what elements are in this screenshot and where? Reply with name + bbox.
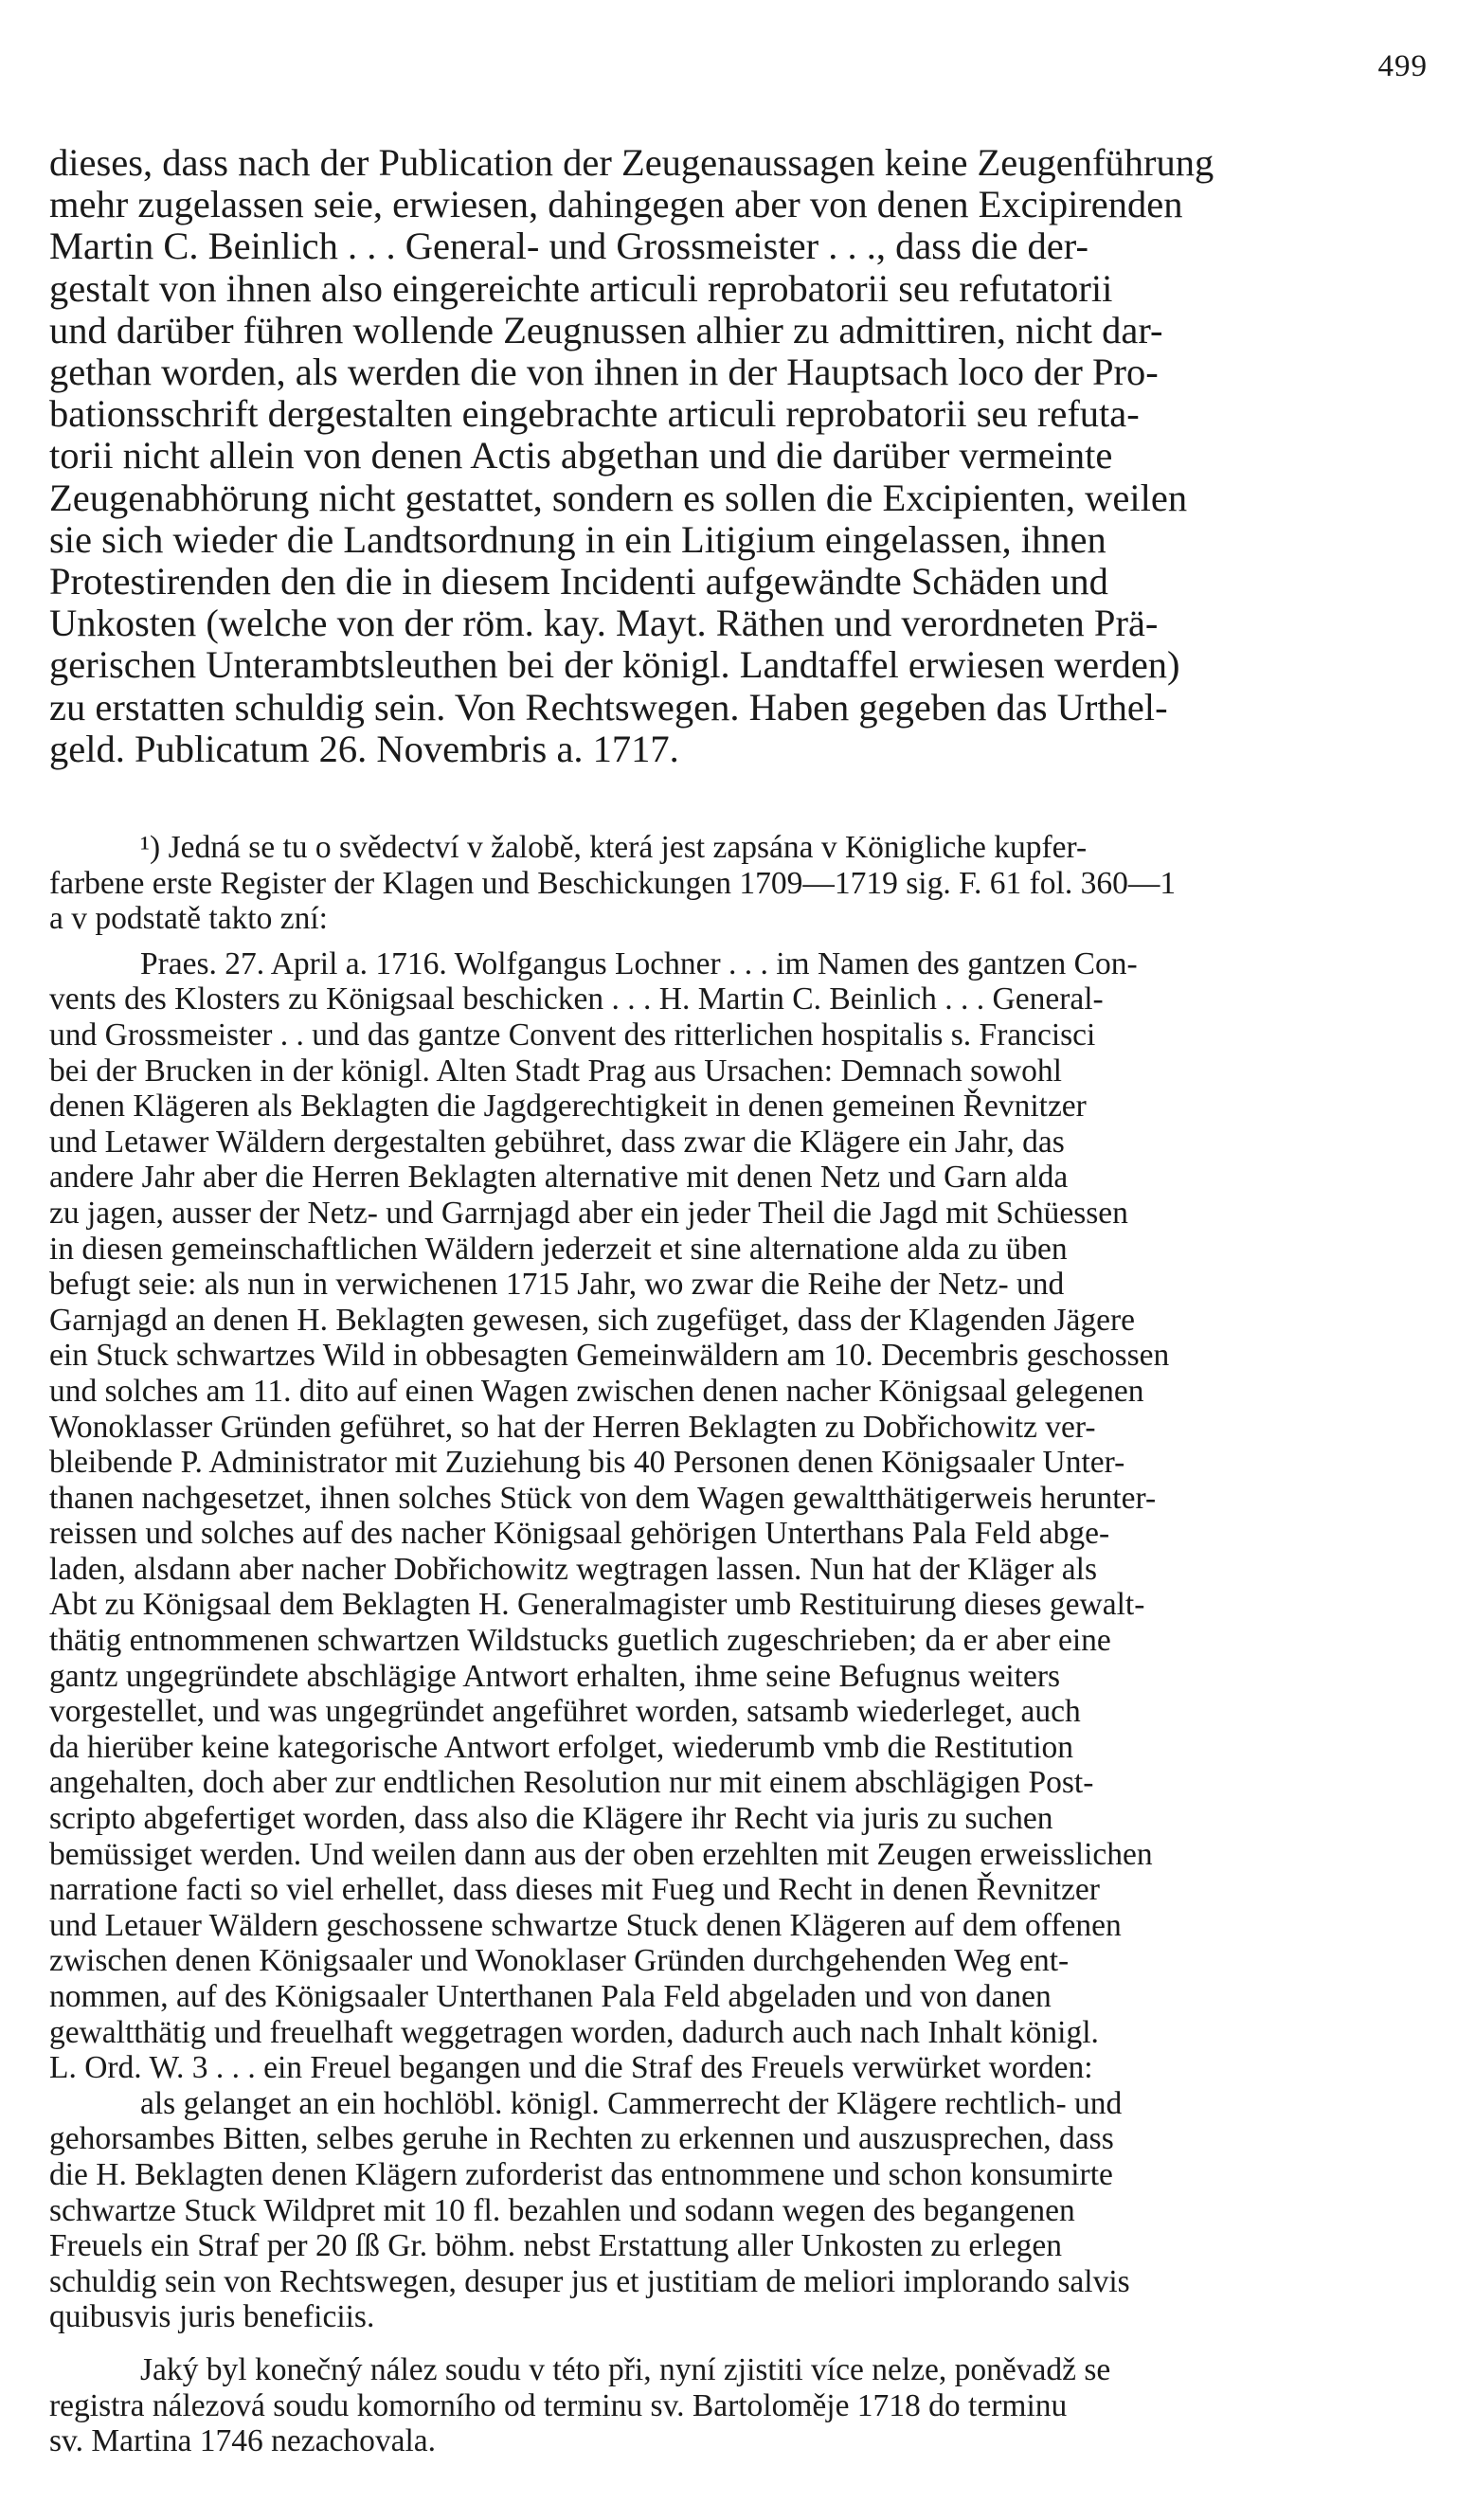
quote-line: laden, alsdann aber nacher Dobřichowitz wegtragen lassen. Nun hat der Kläger als (49, 1551, 1097, 1587)
conclusion-line: sv. Martina 1746 nezachovala. (49, 2423, 437, 2459)
quote-line: thätig entnommenen schwartzen Wildstucks guetlich zugeschrieben; da er aber eine (49, 1623, 1111, 1659)
quote-line: und Grossmeister . . und das gantze Convent des ritterlichen hospitalis s. Francisci (49, 1017, 1096, 1053)
quote-line: gewaltthätig und freuelhaft weggetragen worden, dadurch auch nach Inhalt königl. (49, 2014, 1099, 2050)
footnote-conclusion (49, 2352, 1429, 2459)
text-line: gestalt von ihnen also eingereichte articuli reprobatorii seu refutatorii (49, 266, 1113, 310)
text-line: Unkosten (welche von der röm. kay. Mayt. Räthen und verordneten Prä- (49, 602, 1159, 645)
quoted-petition (49, 2086, 1429, 2335)
quote-line: zu jagen, ausser der Netz- und Garrnjagd aber ein jeder Theil die Jagd mit Schüessen (49, 1195, 1128, 1231)
quote-line: reissen und solches auf des nacher Königsaal gehörigen Unterthans Pala Feld abge- (49, 1516, 1110, 1552)
footnote-line: farbene erste Register der Klagen und Beschickungen 1709—1719 sig. F. 61 fol. 360—1 (49, 865, 1177, 901)
quote-line: zwischen denen Königsaaler und Wonoklaser Gründen durchgehenden Weg ent- (49, 1943, 1070, 1979)
conclusion-line: Jaký byl konečný nález soudu v této při, nyní zjistiti více nelze, poněvadž se (140, 2351, 1111, 2387)
quote-line: Freuels ein Straf per 20 ſß Gr. böhm. nebst Erstattung aller Unkosten zu erlegen (49, 2228, 1062, 2264)
quote-line: angehalten, doch aber zur endtlichen Resolution nur mit einem abschlägigen Post- (49, 1765, 1094, 1801)
quote-line: schwartze Stuck Wildpret mit 10 fl. bezahlen und sodann wegen des begangenen (49, 2192, 1075, 2228)
text-line: Zeugenabhörung nicht gestattet, sondern es sollen die Excipienten, weilen (49, 476, 1188, 519)
text-line: Protestirenden den die in diesem Incidenti aufgewändte Schäden und (49, 560, 1108, 603)
quote-line: gantz ungegründete abschlägige Antwort erhalten, ihme seine Befugnus weiters (49, 1658, 1061, 1694)
footnote-line: a v podstatě takto zní: (49, 901, 328, 937)
quote-line: befugt seie: als nun in verwichenen 1715 Jahr, wo zwar die Reihe der Netz- und (49, 1267, 1065, 1303)
quote-line: bleibende P. Administrator mit Zuziehung bis 40 Personen denen Königsaaler Unter- (49, 1445, 1125, 1481)
quote-line: da hierüber keine kategorische Antwort erfolget, wiederumb vmb die Restitution (49, 1729, 1073, 1765)
text-line: zu erstatten schuldig sein. Von Rechtswegen. Haben gegeben das Urthel- (49, 685, 1168, 729)
text-line: Martin C. Beinlich . . . General- und Grossmeister . . ., dass die der- (49, 225, 1088, 268)
quote-line: gehorsambes Bitten, selbes geruhe in Rechten zu erkennen und auszusprechen, dass (49, 2121, 1114, 2157)
text-line: torii nicht allein von denen Actis abgethan und die darüber vermeinte (49, 434, 1113, 477)
footnote-intro (49, 830, 1429, 937)
quote-line: andere Jahr aber die Herren Beklagten alternative mit denen Netz und Garn alda (49, 1160, 1069, 1196)
page-number: 499 (1377, 49, 1428, 83)
quote-line: narratione facti so viel erhellet, dass dieses mit Fueg und Recht in denen Řevnitzer (49, 1872, 1100, 1908)
text-line: sie sich wieder die Landtsordnung in ein Litigium eingelassen, ihnen (49, 517, 1106, 561)
text-line: mehr zugelassen seie, erwiesen, dahingegen aber von denen Excipirenden (49, 183, 1183, 226)
conclusion-line: registra nálezová soudu komorního od terminu sv. Bartoloměje 1718 do terminu (49, 2387, 1068, 2423)
quote-line: Garnjagd an denen H. Beklagten gewesen, sich zugefüget, dass der Klagenden Jägere (49, 1302, 1136, 1338)
quote-line: Wonoklasser Gründen geführet, so hat der Herren Beklagten zu Dobřichowitz ver- (49, 1409, 1096, 1445)
quoted-document (49, 946, 1429, 2086)
text-line: dieses, dass nach der Publication der Zeugenaussagen keine Zeugenführung (49, 141, 1214, 184)
quote-line: bemüssiget werden. Und weilen dann aus der oben erzehlten mit Zeugen erweisslichen (49, 1836, 1153, 1872)
quote-line: ein Stuck schwartzes Wild in obbesagten Gemeinwäldern am 10. Decembris geschossen (49, 1338, 1170, 1374)
quote-line: die H. Beklagten denen Klägern zuforderist das entnommene und schon konsumirte (49, 2156, 1113, 2192)
quote-line: und solches am 11. dito auf einen Wagen zwischen denen nacher Königsaal gelegenen (49, 1373, 1144, 1409)
quote-line: vents des Klosters zu Königsaal beschicken . . . H. Martin C. Beinlich . . . General- (49, 981, 1104, 1017)
main-paragraph (49, 142, 1429, 770)
quote-line: nommen, auf des Königsaaler Unterthanen Pala Feld abgeladen und von danen (49, 1979, 1052, 2014)
quote-line: vorgestellet, und was ungegründet angeführet worden, satsamb wiederleget, auch (49, 1694, 1081, 1730)
quote-line: in diesen gemeinschaftlichen Wäldern jederzeit et sine alternatione alda zu üben (49, 1231, 1068, 1267)
quote-line: und Letawer Wäldern dergestalten gebühret, dass zwar die Klägere ein Jahr, das (49, 1124, 1065, 1160)
quote-line: Abt zu Königsaal dem Beklagten H. Generalmagister umb Restituirung dieses gewalt- (49, 1587, 1145, 1623)
quote-line: quibusvis juris beneficiis. (49, 2299, 375, 2335)
quote-line: schuldig sein von Rechtswegen, desuper jus et justitiam de meliori implorando salvis (49, 2263, 1130, 2299)
text-line: bationsschrift dergestalten eingebrachte articuli reprobatorii seu refuta- (49, 392, 1140, 436)
footnotes (49, 830, 1429, 2459)
text-line: geld. Publicatum 26. Novembris a. 1717. (49, 727, 679, 770)
quote-line: L. Ord. W. 3 . . . ein Freuel begangen und die Straf des Freuels verwürket worden: (49, 2050, 1093, 2086)
quote-line: denen Klägeren als Beklagten die Jagdgerechtigkeit in denen gemeinen Řevnitzer (49, 1089, 1087, 1125)
quote-line: als gelanget an ein hochlöbl. königl. Cammerrecht der Klägere rechtlich- und (140, 2085, 1123, 2121)
text-line: und darüber führen wollende Zeugnussen alhier zu admittiren, nicht dar- (49, 308, 1163, 351)
quote-line: und Letauer Wäldern geschossene schwartze Stuck denen Klägeren auf dem offenen (49, 1907, 1122, 1943)
text-line: gethan worden, als werden die von ihnen in der Hauptsach loco der Pro- (49, 351, 1159, 394)
footnote-line: ¹) Jedná se tu o svědectví v žalobě, která jest zapsána v Königliche kupfer- (140, 830, 1088, 865)
text-line: gerischen Unterambtsleuthen bei der königl. Landtaffel erwiesen werden) (49, 643, 1180, 687)
quote-line: scripto abgefertiget worden, dass also die Klägere ihr Recht via juris zu suchen (49, 1801, 1053, 1837)
quote-line: thanen nachgesetzet, ihnen solches Stück von dem Wagen gewaltthätigerweis herunter- (49, 1480, 1157, 1516)
quote-line: bei der Brucken in der königl. Alten Stadt Prag aus Ursachen: Demnach sowohl (49, 1053, 1062, 1089)
quote-line: Praes. 27. April a. 1716. Wolfgangus Lochner . . . im Namen des gantzen Con- (140, 945, 1138, 981)
